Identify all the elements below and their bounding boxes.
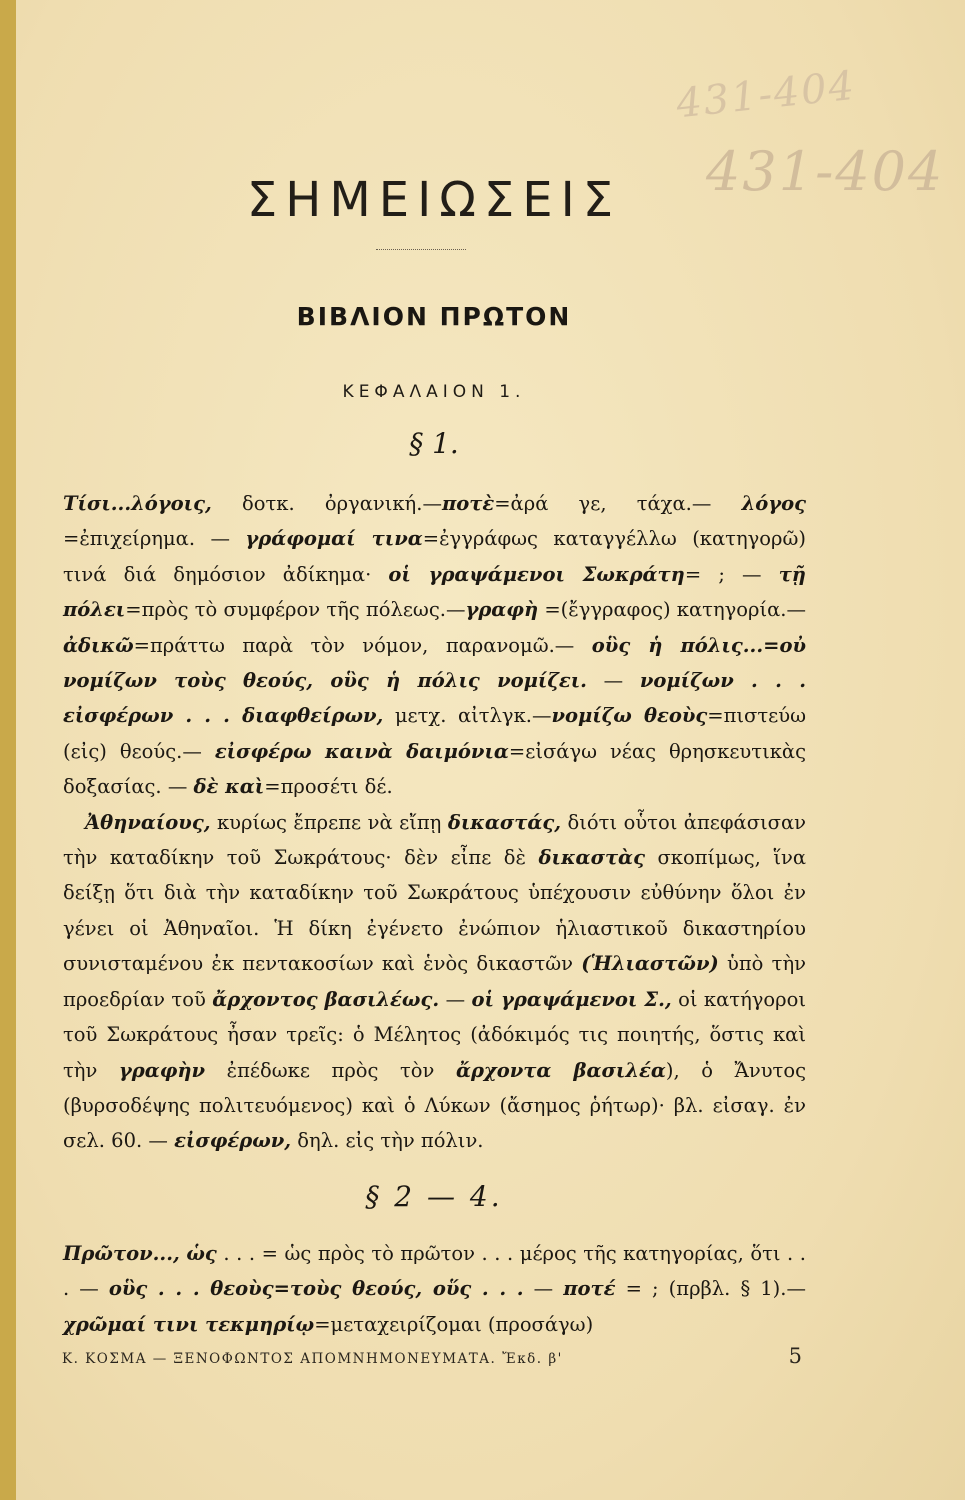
lemma-term: νομίζω θεοὺς xyxy=(551,704,708,728)
section-1-heading: § 1. xyxy=(409,427,459,460)
lemma-term: ποτέ xyxy=(563,1277,616,1301)
commentary-text: μετχ. αἰτλγκ.— xyxy=(383,704,552,728)
commentary-text: οἱ κατήγοροι τοῦ Σωκράτους ἦσαν τρεῖς: ὁ Μέλητος (ἀδόκιμός τις ποιητής, ὅστις καὶ τὴν xyxy=(63,987,807,1082)
lemma-term: ποτὲ xyxy=(441,492,495,515)
lemma-term: οἱ γραψάμενοι Σωκράτη xyxy=(388,562,685,586)
commentary-text: =μεταχειρίζομαι (προσάγω) xyxy=(314,1312,594,1336)
commentary-text: =εἰσάγω νέας θρησκευτικὰς δοξασίας. — xyxy=(63,739,806,799)
lemma-term: ἄρχοντος βασιλέως. xyxy=(212,987,440,1011)
lemma-term: δικαστάς, xyxy=(447,810,562,834)
lemma-term: οὓς . . . θεοὺς=τοὺς θεούς, οὕς . . . xyxy=(108,1277,524,1301)
page-footer xyxy=(62,1344,802,1368)
chapter-heading: ΚΕΦΑΛΑΙΟΝ 1. xyxy=(342,382,526,402)
commentary-text: — xyxy=(523,1277,564,1301)
main-title: ΣΗΜΕΙΩΣΕΙΣ xyxy=(246,172,622,228)
commentary-text: ), ὁ Ἄνυτος (βυρσοδέψης πολιτευόμενος) καὶ ὁ Λύκων (ἄσημος ῥήτωρ)· βλ. εἰσαγ. ἐν σελ. 60. — xyxy=(63,1058,806,1153)
commentary-text: κυρίως ἔπρεπε νὰ εἴπῃ xyxy=(210,810,448,834)
footer-publication-info: Κ. ΚΟΣΜΑ — ΞΕΝΟΦΩΝΤΟΣ ΑΠΟΜΝΗΜΟΝΕΥΜΑΤΑ. Ἔκδ. β' xyxy=(62,1351,563,1367)
lemma-term: λόγος xyxy=(741,492,806,515)
lemma-term: ἀδικῶ xyxy=(63,633,134,657)
lemma-term: ὡς xyxy=(186,1242,217,1265)
commentary-text: δηλ. εἰς τὴν πόλιν. xyxy=(291,1129,484,1153)
commentary-text: = ; — xyxy=(684,562,779,586)
section-2-heading: § 2 — 4. xyxy=(365,1180,503,1213)
commentary-text: =πιστεύω (εἰς) θεούς.— xyxy=(63,704,807,763)
commentary-text: δοτκ. ὀργανική.— xyxy=(211,492,442,515)
lemma-term: ἄρχοντα βασιλέα xyxy=(455,1058,666,1082)
lemma-term: Πρῶτον..., xyxy=(63,1242,180,1265)
commentary-text: — xyxy=(586,669,640,693)
handwritten-note-1: 431-404 xyxy=(674,62,859,128)
commentary-text: διότι οὗτοι ἀπεφάσισαν τὴν καταδίκην τοῦ Σωκράτους· δὲν εἶπε δὲ xyxy=(63,810,807,870)
lemma-term: χρῶμαί τινι τεκμηρίῳ xyxy=(63,1312,315,1336)
commentary-text: =ἐπιχείρημα. — xyxy=(63,527,246,551)
commentary-text: . . . = ὡς πρὸς τὸ πρῶτον . . . μέρος τῆς κατηγορίας, ὅτι . . . — xyxy=(63,1242,806,1301)
commentary-text: =ἀρά γε, τάχα.— xyxy=(494,492,742,515)
lemma-term: (Ἡλιαστῶν) xyxy=(581,952,719,976)
commentary-text: ὑπὸ τὴν προεδρίαν τοῦ xyxy=(63,952,806,1011)
commentary-text: = ; (πρβλ. § 1).— xyxy=(615,1277,806,1301)
page-number: 5 xyxy=(788,1344,802,1368)
section-1-paragraph-2 xyxy=(63,805,806,1159)
lemma-term: Ἀθηναίους, xyxy=(85,810,211,834)
commentary-text: — xyxy=(439,987,472,1011)
section-2-body xyxy=(63,1236,806,1342)
lemma-term: γραφὴ xyxy=(465,598,539,622)
handwritten-note-2: 431-404 xyxy=(706,140,945,203)
commentary-text: σκοπίμως, ἵνα δείξῃ ὅτι διὰ τὴν καταδίκην τοῦ Σωκράτους ὑπέχουσιν εὐθύνην ὅλοι ἐν γένει οἱ Ἀθηναῖοι. Ἡ δίκη ἐγένετο ἐνώπιον ἡλιαστικοῦ δικαστηρίου συνισταμένου ἐκ πεντακοσίων καὶ ἑνὸς δικαστῶν xyxy=(63,846,806,976)
lemma-term: δὲ καὶ xyxy=(193,775,265,799)
title-ornament-divider xyxy=(376,249,466,251)
section-2-paragraph-1 xyxy=(63,1236,806,1342)
commentary-text: =ἐγγράφως καταγγέλλω (κατηγορῶ) τινά διά δημόσιον ἀδίκημα· xyxy=(63,527,806,586)
commentary-text: ἐπέδωκε πρὸς τὸν xyxy=(205,1058,456,1082)
section-1-paragraph-1 xyxy=(63,486,806,805)
lemma-term: οἱ γραψάμενοι Σ., xyxy=(471,987,672,1011)
lemma-term: οὓς ἡ πόλις...=οὐ νομίζων τοὺς θεούς, οὓς ἡ πόλις νομίζει. xyxy=(63,633,806,693)
section-1-body xyxy=(63,486,806,1159)
commentary-text: =προσέτι δέ. xyxy=(264,775,393,799)
commentary-text: =πρὸς τὸ συμφέρον τῆς πόλεως.— xyxy=(125,598,466,622)
book-title: ΒΙΒΛΙΟΝ ΠΡΩΤΟΝ xyxy=(296,302,572,331)
lemma-term: δικαστὰς xyxy=(538,846,645,870)
lemma-term: τῇ πόλει xyxy=(63,562,806,622)
lemma-term: γράφομαί τινα xyxy=(245,527,423,551)
lemma-term: εἰσφέρω καινὰ δαιμόνια xyxy=(214,739,509,763)
commentary-text: =(ἔγγραφος) κατηγορία.— xyxy=(538,598,806,622)
lemma-term: εἰσφέρων, xyxy=(174,1129,292,1153)
lemma-term: γραφὴν xyxy=(118,1058,206,1082)
lemma-term: Τίσι...λόγοις, xyxy=(63,492,212,515)
lemma-term: νομίζων . . . εἰσφέρων . . . διαφθείρων, xyxy=(63,669,806,728)
commentary-text: =πράττω παρὰ τὸν νόμον, παρανομῶ.— xyxy=(133,633,592,657)
